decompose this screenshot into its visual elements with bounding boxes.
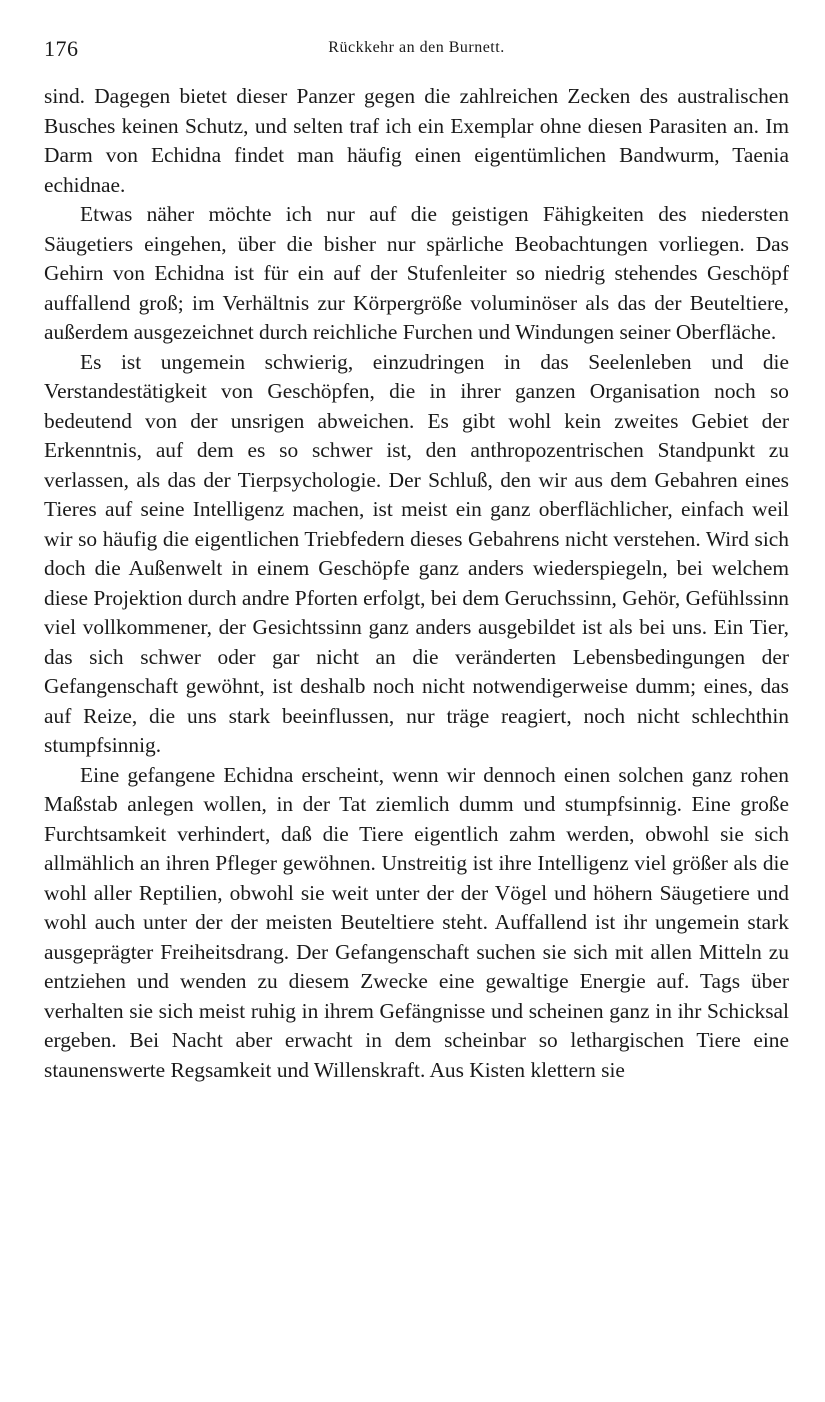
paragraph: Eine gefangene Echidna erscheint, wenn wir dennoch einen solchen ganz rohen Maßstab anlegen wollen, in der Tat ziemlich dumm und stumpfsinnig. Eine große Furchtsamkeit verhindert, daß die Tiere eigentlich zahm werden, obwohl sie sich allmählich an ihren Pfleger gewöhnen. Unstreitig ist ihre Intelligenz viel größer als die wohl aller Reptilien, obwohl sie weit unter der der Vögel und höhern Säugetiere und wohl auch unter der der meisten Beuteltiere steht. Auffallend ist ihr ungemein stark ausgeprägter Freiheitsdrang. Der Gefangenschaft suchen sie sich mit allen Mitteln zu entziehen und wenden zu diesem Zwecke eine gewaltige Energie auf. Tags über verhalten sie sich meist ruhig in ihrem Gefängnisse und scheinen ganz in ihr Schicksal ergeben. Bei Nacht aber erwacht in dem scheinbar so lethargischen Tiere eine staunenswerte Regsamkeit und Willenskraft. Aus Kisten klettern sie — [44, 762, 789, 1082]
paragraph: Es ist ungemein schwierig, einzudringen in das Seelenleben und die Verstandestätigkeit von Geschöpfen, die in ihrer ganzen Organisation noch so bedeutend von der unsrigen abweichen. Es gibt wohl kein zweites Gebiet der Erkenntnis, auf dem es so schwer ist, den anthropozentrischen Standpunkt zu verlassen, als das der Tierpsychologie. Der Schluß, den wir aus dem Gebahren eines Tieres auf seine Intelligenz machen, ist meist ein ganz oberflächlicher, einfach weil wir so häufig die eigentlichen Triebfedern dieses Gebahrens nicht verstehen. Wird sich doch die Außenwelt in einem Geschöpfe ganz anders wiederspiegeln, bei welchem diese Projektion durch andre Pforten erfolgt, bei dem Geruchssinn, Gehör, Gefühlssinn viel vollkommener, der Gesichtssinn ganz anders ausgebildet ist als bei uns. Ein Tier, das sich schwer oder gar nicht an die veränderten Lebensbedingungen der Gefangenschaft gewöhnt, ist deshalb noch nicht notwendigerweise dumm; eines, das auf Reize, die uns stark beeinflussen, nur träge reagiert, noch nicht schlechthin stumpfsinnig. — [44, 349, 789, 757]
page-number: 176 — [44, 36, 79, 61]
page-header — [44, 36, 789, 66]
body-text — [44, 82, 789, 1085]
running-head: Rückkehr an den Burnett. — [328, 39, 505, 56]
paragraph-continued: sind. Dagegen bietet dieser Panzer gegen die zahlreichen Zecken des australischen Busches keinen Schutz, und selten traf ich ein Exemplar ohne diesen Parasiten an. Im Darm von Echidna findet man häufig einen eigentümlichen Bandwurm, Taenia echidnae. — [44, 84, 789, 197]
book-page — [44, 36, 789, 1085]
paragraph: Etwas näher möchte ich nur auf die geistigen Fähigkeiten des niedersten Säugetiers eingehen, über die bisher nur spärliche Beobachtungen vorliegen. Das Gehirn von Echidna ist für ein auf der Stufenleiter so niedrig stehendes Geschöpf auffallend groß; im Verhältnis zur Körpergröße voluminöser als das der Beuteltiere, außerdem ausgezeichnet durch reichliche Furchen und Windungen seiner Oberfläche. — [44, 202, 789, 344]
